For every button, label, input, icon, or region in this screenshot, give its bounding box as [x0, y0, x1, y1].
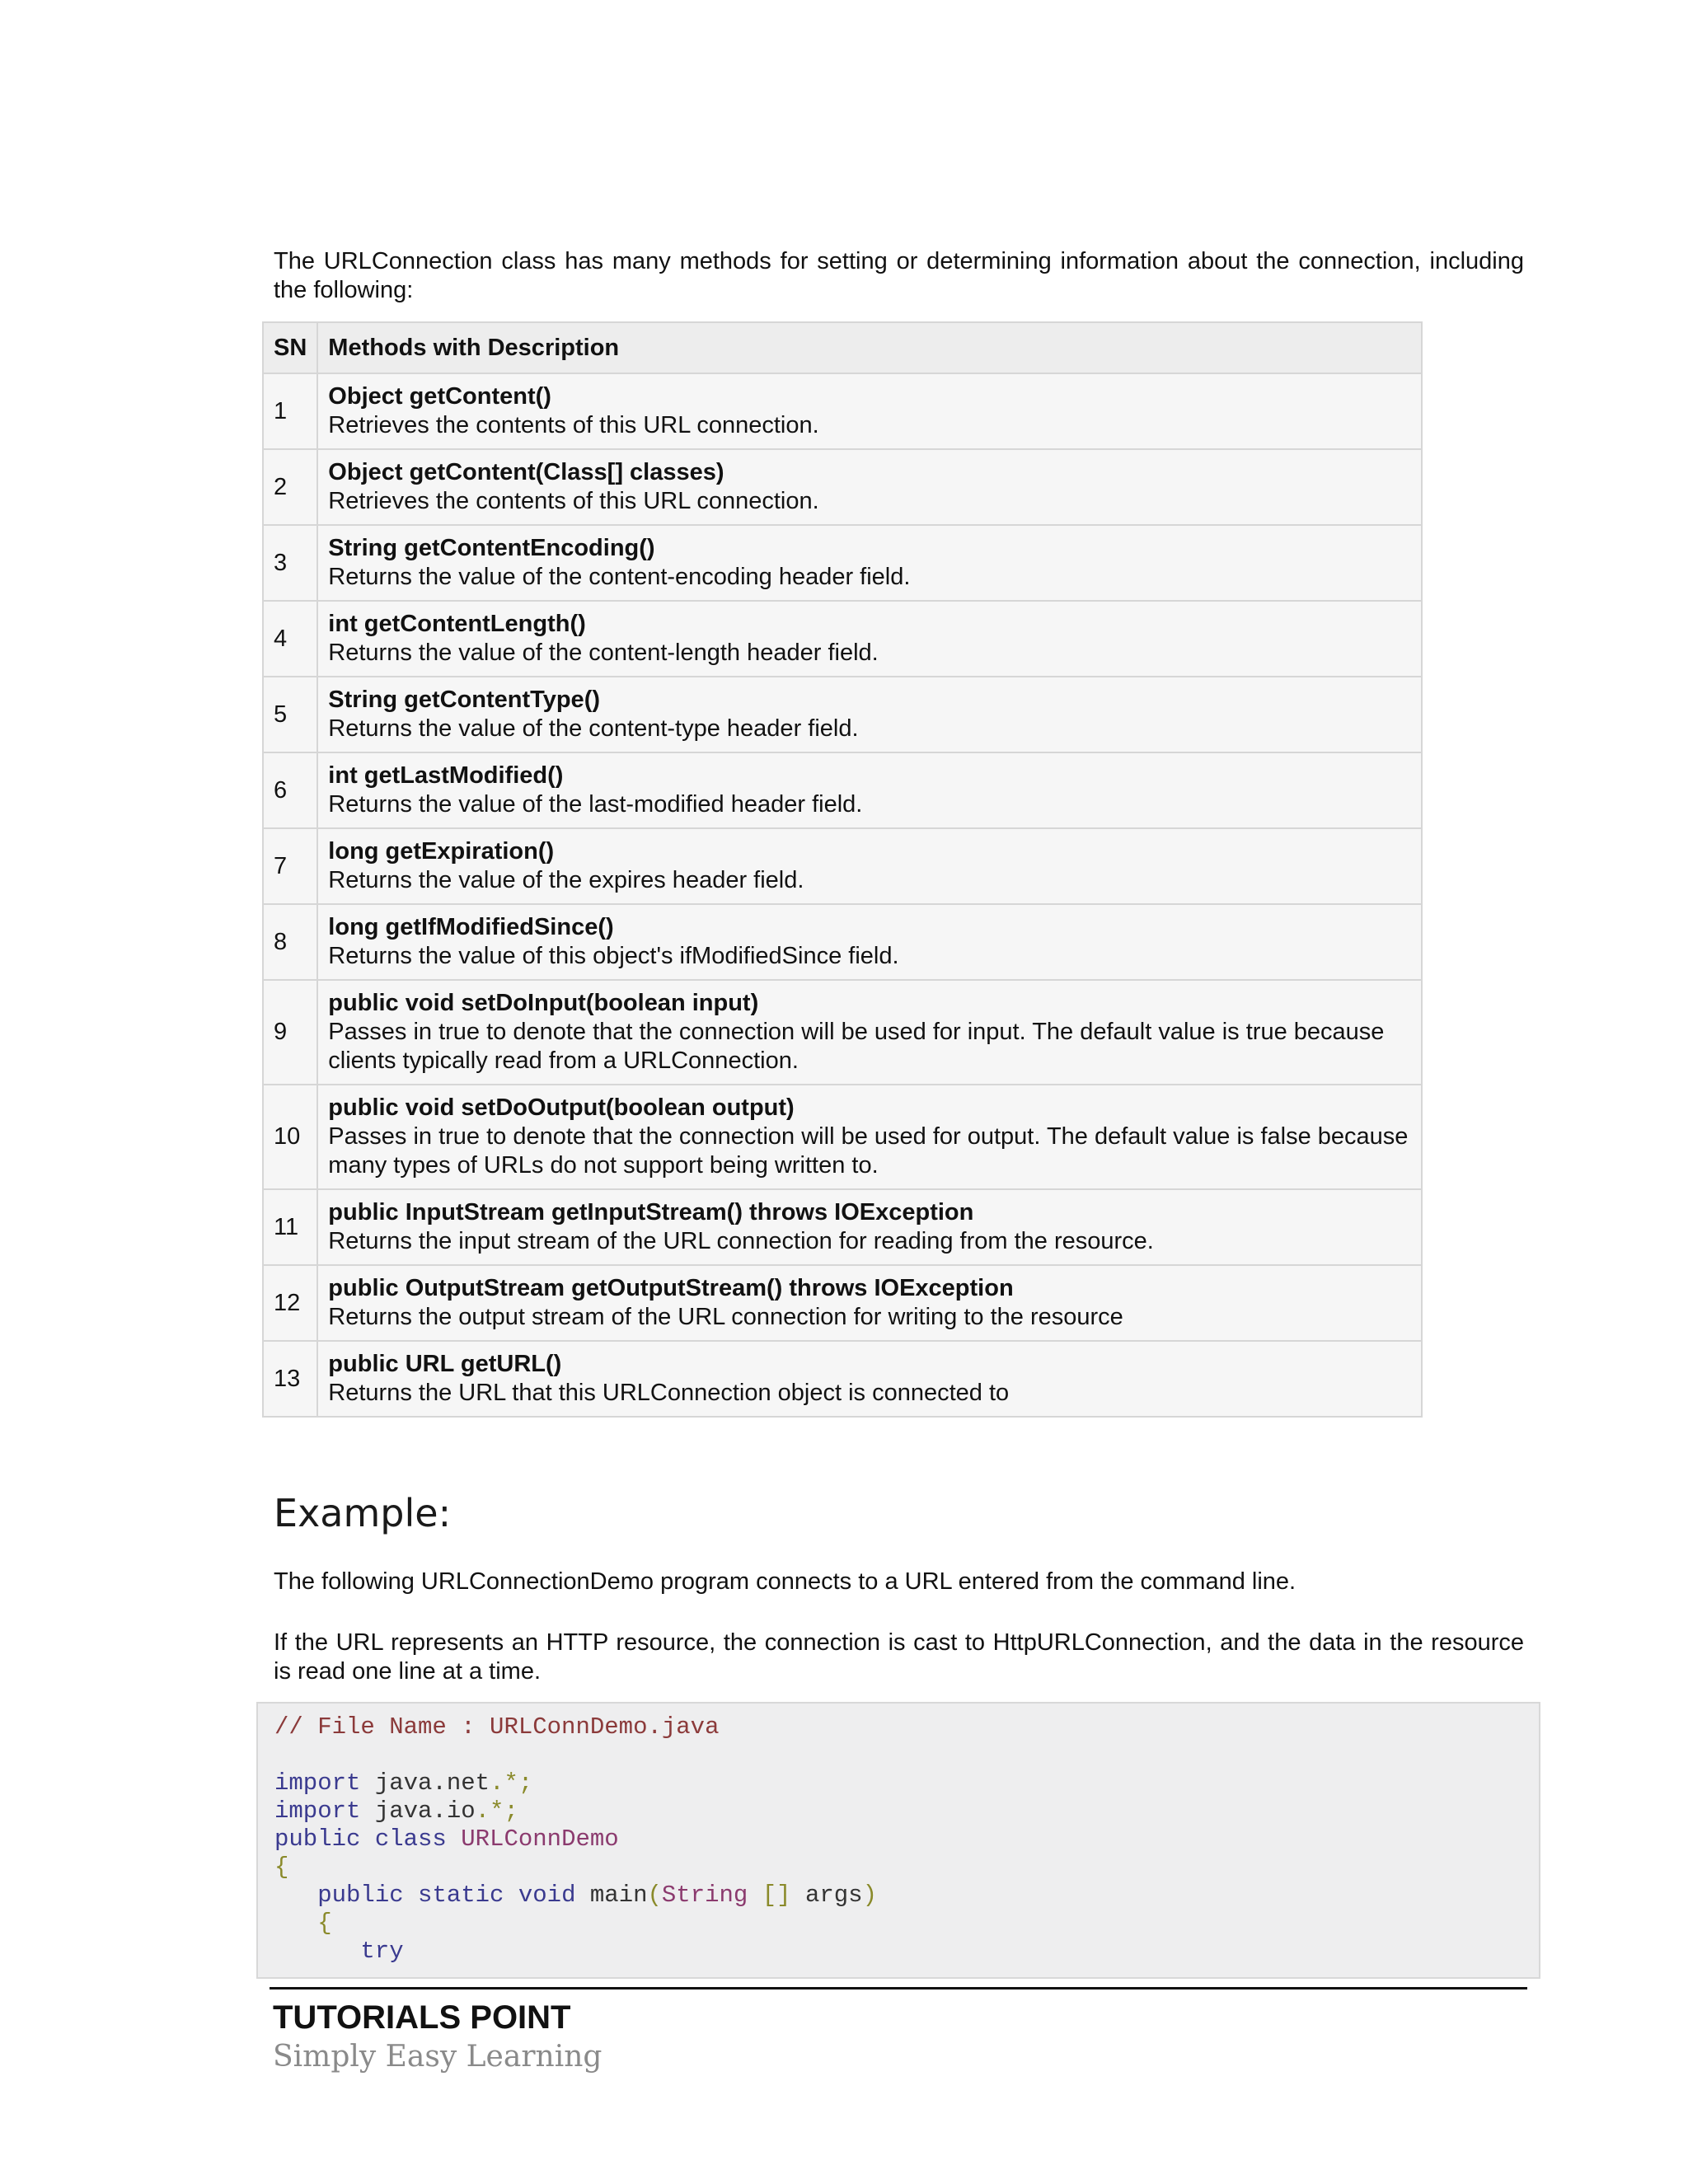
method-cell — [317, 828, 1422, 904]
method-description: Returns the value of the content-encoding header field. — [328, 564, 911, 590]
method-description: Passes in true to denote that the connection will be used for output. The default value is false because many types of URLs do not support being written to. — [328, 1123, 1409, 1179]
row-number: 11 — [263, 1189, 317, 1265]
code-indent — [274, 1910, 317, 1937]
code-punctuation: ( — [647, 1882, 662, 1909]
method-signature: public URL getURL() — [328, 1351, 562, 1377]
code-punctuation: ) — [862, 1882, 877, 1909]
methods-table — [262, 321, 1423, 1418]
code-indent — [274, 1882, 317, 1909]
table-header-row — [263, 322, 1422, 373]
code-block — [256, 1702, 1540, 1979]
method-cell — [317, 752, 1422, 828]
method-description: Returns the value of the content-length header field. — [328, 640, 879, 666]
code-method-name: main — [575, 1882, 648, 1909]
row-number: 5 — [263, 677, 317, 752]
table-row — [263, 828, 1422, 904]
code-line-blank — [274, 1741, 1539, 1769]
method-description: Returns the URL that this URLConnection object is connected to — [328, 1380, 1010, 1406]
method-cell — [317, 449, 1422, 525]
footer-tagline: Simply Easy Learning — [273, 2040, 603, 2074]
row-number: 3 — [263, 525, 317, 601]
footer-brand: TUTORIALS POINT — [273, 1999, 571, 2036]
example-heading: Example: — [274, 1491, 452, 1535]
code-class-name: URLConnDemo — [446, 1825, 619, 1853]
table-row — [263, 1341, 1422, 1417]
method-signature: Object getContent(Class[] classes) — [328, 459, 724, 485]
code-keyword: public static void — [317, 1882, 576, 1909]
row-number: 13 — [263, 1341, 317, 1417]
row-number: 2 — [263, 449, 317, 525]
method-cell — [317, 601, 1422, 677]
example-paragraph-1: The following URLConnectionDemo program connects to a URL entered from the command line. — [274, 1568, 1296, 1595]
table-row — [263, 904, 1422, 980]
method-cell — [317, 1085, 1422, 1189]
method-signature: int getContentLength() — [328, 611, 586, 637]
example-paragraph-2: If the URL represents an HTTP resource, the connection is cast to HttpURLConnection, and the data in the resource is read one line at a time. — [274, 1629, 1524, 1685]
code-punctuation: .*; — [490, 1769, 533, 1797]
intro-paragraph: The URLConnection class has many methods for setting or determining information about the connection, including the following: — [274, 248, 1524, 303]
method-cell — [317, 904, 1422, 980]
method-signature: long getExpiration() — [328, 838, 555, 865]
row-number: 12 — [263, 1265, 317, 1341]
method-signature: String getContentType() — [328, 687, 601, 713]
method-signature: public OutputStream getOutputStream() throws IOException — [328, 1275, 1014, 1301]
table-row — [263, 1265, 1422, 1341]
code-line-comment — [274, 1713, 1539, 1741]
code-keyword: try — [360, 1938, 404, 1965]
method-signature: long getIfModifiedSince() — [328, 914, 614, 940]
method-description: Passes in true to denote that the connection will be used for input. The default value is true because clients typically read from a URLConnection. — [328, 1019, 1385, 1074]
method-cell — [317, 1265, 1422, 1341]
code-line-import-io — [274, 1797, 1539, 1825]
method-signature: public void setDoOutput(boolean output) — [328, 1094, 795, 1121]
code-line-main-decl — [274, 1882, 1539, 1910]
method-signature: String getContentEncoding() — [328, 535, 655, 561]
method-description: Returns the output stream of the URL connection for writing to the resource — [328, 1304, 1123, 1330]
row-number: 4 — [263, 601, 317, 677]
method-cell — [317, 373, 1422, 449]
footer-divider — [270, 1987, 1527, 1990]
row-number: 6 — [263, 752, 317, 828]
code-punctuation: [] — [748, 1882, 791, 1909]
code-punctuation: { — [317, 1910, 332, 1937]
method-signature: public void setDoInput(boolean input) — [328, 990, 759, 1016]
code-line-inner-brace — [274, 1910, 1539, 1938]
row-number: 1 — [263, 373, 317, 449]
table-row — [263, 677, 1422, 752]
method-signature: public InputStream getInputStream() throws IOException — [328, 1199, 974, 1226]
code-line-import-net — [274, 1769, 1539, 1797]
table-row — [263, 1085, 1422, 1189]
sn-header: SN — [263, 322, 317, 373]
code-keyword: import — [274, 1797, 361, 1825]
method-description: Returns the input stream of the URL connection for reading from the resource. — [328, 1228, 1154, 1254]
method-cell — [317, 525, 1422, 601]
code-line-class-decl — [274, 1825, 1539, 1854]
code-keyword: import — [274, 1769, 361, 1797]
method-description: Returns the value of this object's ifModifiedSince field. — [328, 943, 899, 969]
methods-header: Methods with Description — [317, 322, 1422, 373]
table-row — [263, 752, 1422, 828]
code-line-open-brace — [274, 1854, 1539, 1882]
code-package: java.io — [360, 1797, 476, 1825]
code-punctuation: .*; — [475, 1797, 518, 1825]
row-number: 8 — [263, 904, 317, 980]
code-package: java.net — [360, 1769, 490, 1797]
method-description: Returns the value of the content-type header field. — [328, 715, 859, 742]
code-comment: // File Name : URLConnDemo.java — [274, 1713, 720, 1741]
code-type: String — [661, 1882, 748, 1909]
method-description: Retrieves the contents of this URL connection. — [328, 412, 819, 438]
row-number: 7 — [263, 828, 317, 904]
code-line-try — [274, 1938, 1539, 1966]
table-row — [263, 1189, 1422, 1265]
method-signature: int getLastModified() — [328, 762, 564, 789]
table-row — [263, 373, 1422, 449]
method-cell — [317, 1341, 1422, 1417]
table-row — [263, 525, 1422, 601]
method-cell — [317, 677, 1422, 752]
method-signature: Object getContent() — [328, 383, 551, 410]
method-cell — [317, 1189, 1422, 1265]
row-number: 10 — [263, 1085, 317, 1189]
code-indent — [274, 1938, 360, 1965]
row-number: 9 — [263, 980, 317, 1085]
method-description: Retrieves the contents of this URL connection. — [328, 488, 819, 514]
table-row — [263, 601, 1422, 677]
code-keyword: public class — [274, 1825, 447, 1853]
table-row — [263, 980, 1422, 1085]
method-description: Returns the value of the last-modified header field. — [328, 791, 863, 818]
code-punctuation: { — [274, 1854, 289, 1881]
method-cell — [317, 980, 1422, 1085]
table-row — [263, 449, 1422, 525]
method-description: Returns the value of the expires header field. — [328, 867, 804, 893]
code-argument: args — [790, 1882, 863, 1909]
